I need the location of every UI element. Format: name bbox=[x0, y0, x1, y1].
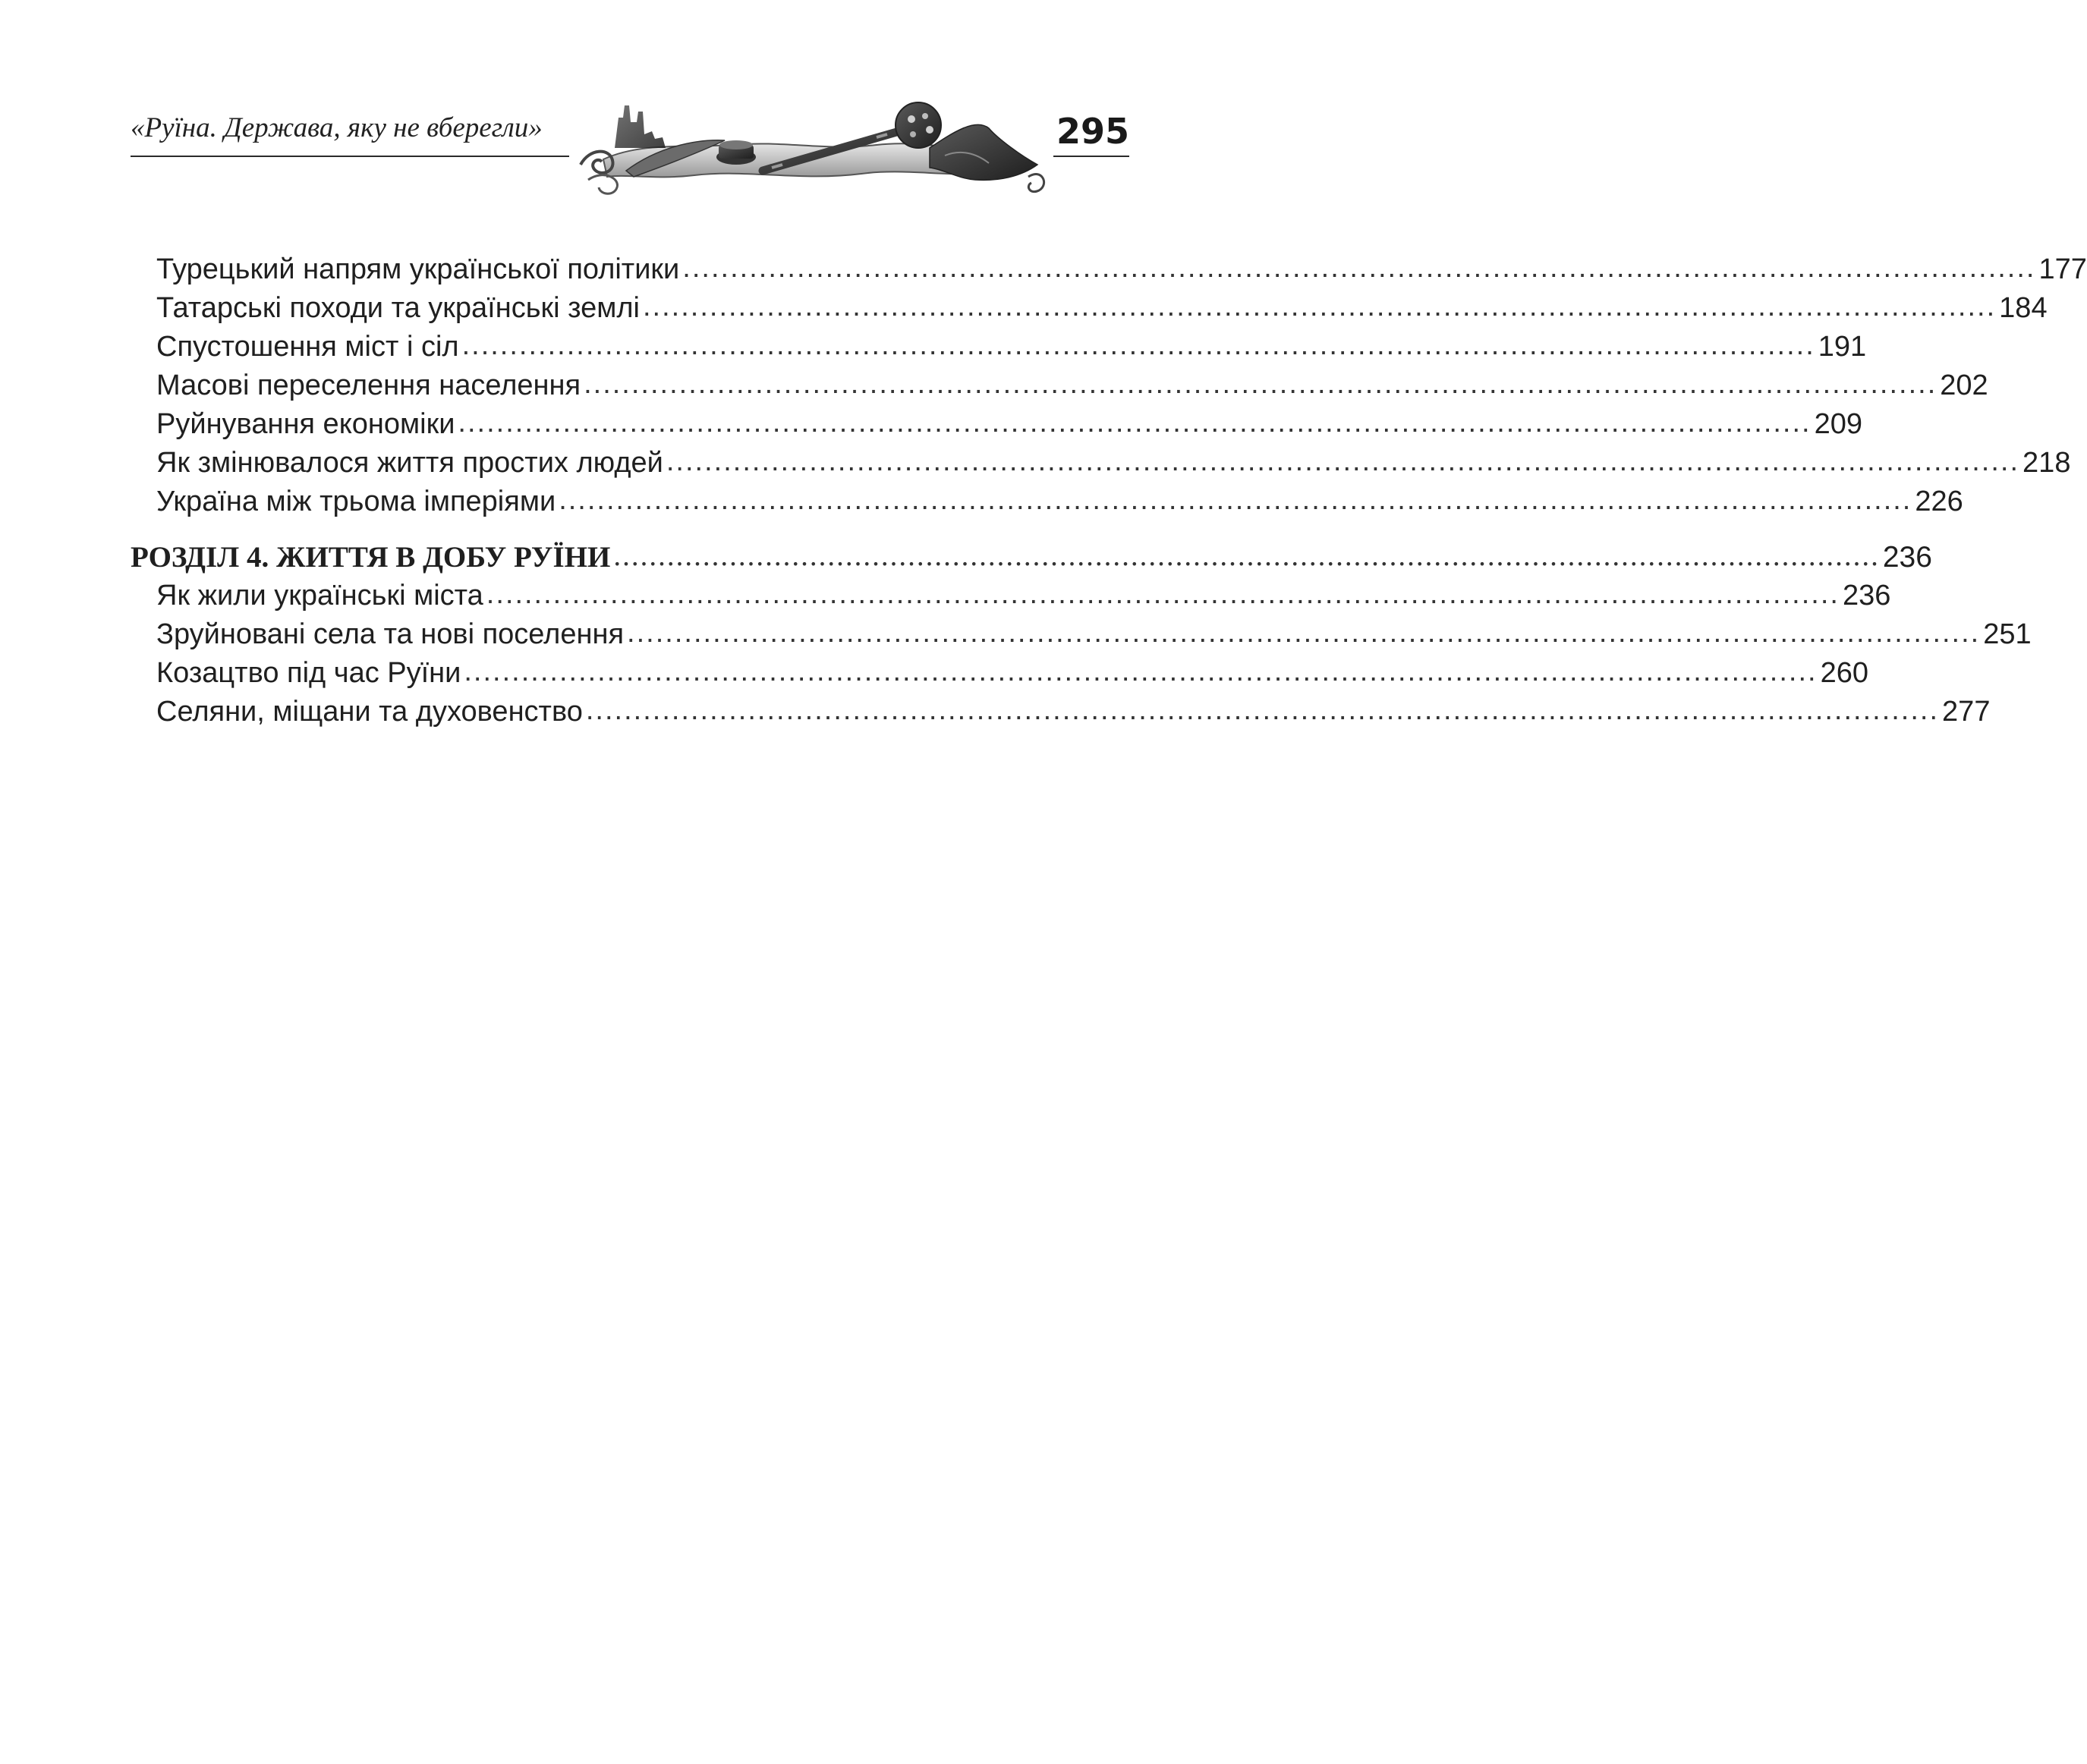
dot-leader: .............................................................................................................................................. bbox=[627, 617, 1981, 649]
toc-entry-page: 226 bbox=[1915, 486, 1963, 517]
dot-leader: .............................................................................................................................................. bbox=[458, 407, 1812, 439]
toc-entry-title: Турецький напрям української політики bbox=[156, 253, 680, 285]
header-rule bbox=[131, 156, 569, 157]
toc-chapter-title: РОЗДІЛ 4. ЖИТТЯ В ДОБУ РУЇНИ bbox=[131, 541, 611, 574]
toc-section-list bbox=[131, 250, 2087, 521]
toc-entry-page: 177 bbox=[2038, 253, 2087, 285]
dot-leader: .............................................................................................................................................. bbox=[584, 368, 1937, 400]
toc-entry bbox=[131, 654, 1868, 693]
toc-entry-page: 236 bbox=[1842, 580, 1891, 612]
toc-entry-title: Як жили українські міста bbox=[156, 580, 483, 612]
page-number: 295 bbox=[1056, 111, 1129, 152]
toc-entry-title: Спустошення міст і сіл bbox=[156, 331, 459, 363]
toc-chapter-heading bbox=[131, 538, 1932, 577]
toc-entry bbox=[131, 328, 1867, 366]
toc-entry-title: Україна між трьома імперіями bbox=[156, 486, 556, 517]
toc-entry-title: Татарські походи та українські землі bbox=[156, 292, 640, 324]
toc-chapter-list bbox=[131, 538, 2032, 731]
toc-entry-page: 191 bbox=[1818, 331, 1867, 363]
toc-entry-title: Селяни, міщани та духовенство bbox=[156, 696, 583, 728]
toc-entry-title: Як змінювалося життя простих людей bbox=[156, 447, 663, 479]
dot-leader: .............................................................................................................................................. bbox=[666, 445, 2020, 477]
dot-leader: .............................................................................................................................................. bbox=[559, 484, 1912, 516]
toc-entry-title: Руйнування економіки bbox=[156, 408, 455, 440]
toc-entry-page: 251 bbox=[1983, 618, 2032, 650]
toc-entry bbox=[131, 693, 1991, 731]
toc-entry bbox=[131, 444, 2071, 483]
toc-entry-title: Зруйновані села та нові поселення bbox=[156, 618, 625, 650]
toc-entry bbox=[131, 250, 2087, 289]
toc-entry-page: 209 bbox=[1814, 408, 1863, 440]
dot-leader: .............................................................................................................................................. bbox=[613, 539, 1880, 572]
engraved-scroll-ornament-icon bbox=[573, 95, 1050, 205]
running-header-title: «Руїна. Держава, яку не вберегли» bbox=[131, 112, 543, 143]
toc-entry bbox=[131, 615, 2032, 654]
dot-leader: .............................................................................................................................................. bbox=[682, 252, 2036, 284]
dot-leader: .............................................................................................................................................. bbox=[486, 578, 1840, 610]
dot-leader: .............................................................................................................................................. bbox=[642, 291, 1997, 322]
toc-entry bbox=[131, 577, 1891, 615]
toc-entry-page: 277 bbox=[1942, 696, 1991, 728]
toc-entry-page: 184 bbox=[1999, 292, 2048, 324]
table-of-contents bbox=[131, 250, 2087, 748]
toc-entry bbox=[131, 289, 2048, 328]
dot-leader: .............................................................................................................................................. bbox=[461, 329, 1815, 361]
dot-leader: .............................................................................................................................................. bbox=[464, 656, 1818, 687]
toc-chapter-page: 236 bbox=[1882, 541, 1932, 574]
toc-entry bbox=[131, 366, 1988, 405]
toc-entry-title: Козацтво під час Руїни bbox=[156, 657, 461, 689]
toc-entry-page: 260 bbox=[1820, 657, 1868, 689]
toc-entry bbox=[131, 405, 1863, 444]
toc-entry bbox=[131, 483, 1963, 521]
page-number-rule bbox=[1053, 156, 1129, 157]
dot-leader: .............................................................................................................................................. bbox=[585, 694, 1940, 726]
toc-entry-page: 202 bbox=[1940, 369, 1988, 401]
toc-entry-title: Масові переселення населення bbox=[156, 369, 581, 401]
toc-entry-page: 218 bbox=[2022, 447, 2071, 479]
